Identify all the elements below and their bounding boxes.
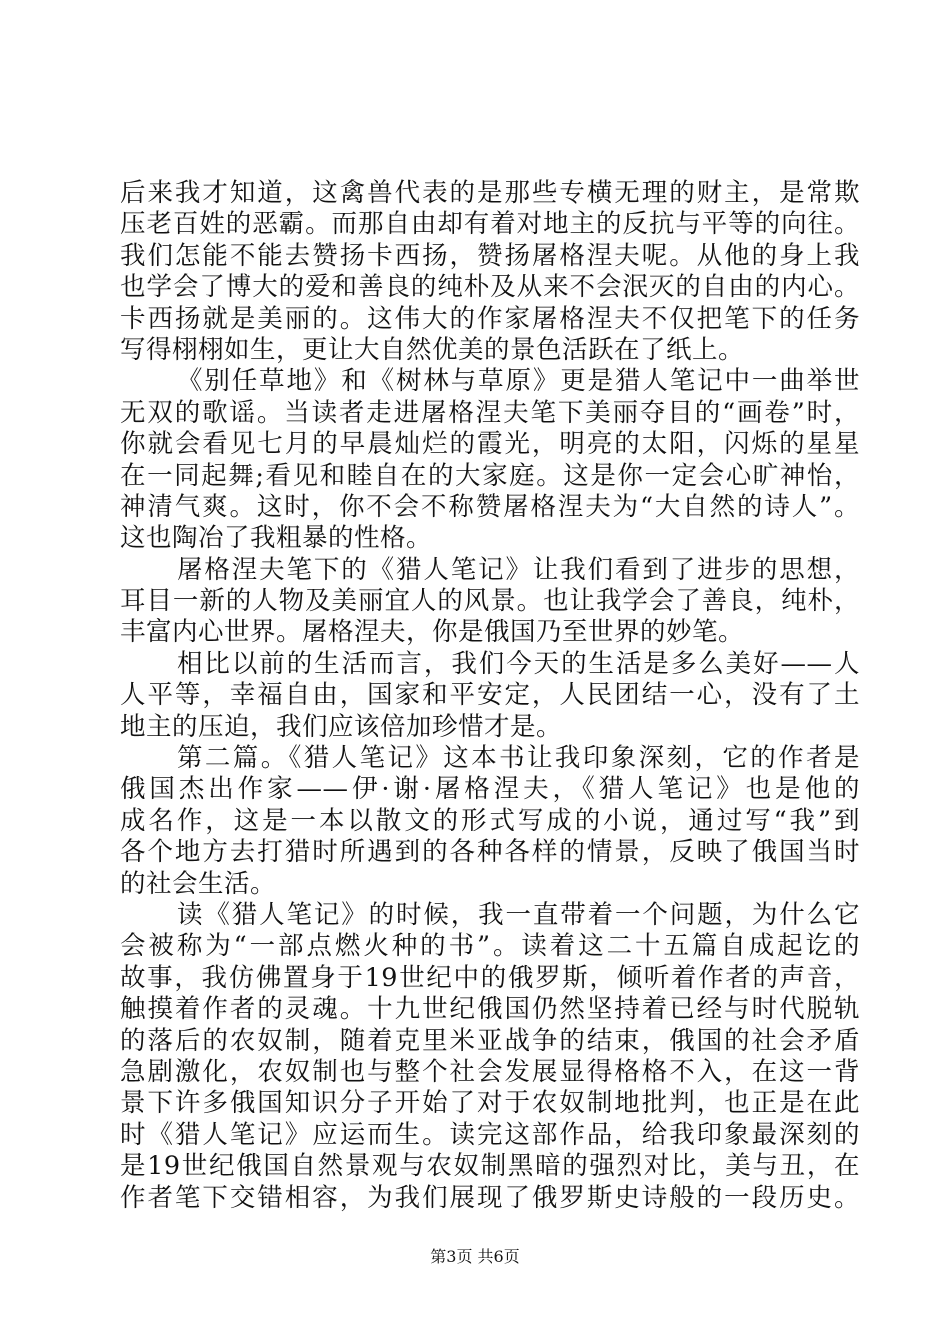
text-line: 神清气爽。这时，你不会不称赞屠格涅夫为“大自然的诗人”。 [120,491,860,522]
text-line: 会被称为“一部点燃火种的书”。读着这二十五篇自成起讫的 [120,931,860,962]
text-line: 的社会生活。 [120,868,277,899]
text-line: 耳目一新的人物及美丽宜人的风景。也让我学会了善良，纯朴， [120,586,860,617]
document-body [120,178,860,1214]
text-line: 也学会了博大的爱和善良的纯朴及从来不会泯灭的自由的内心。 [120,272,860,303]
text-line: 读《猎人笔记》的时候，我一直带着一个问题，为什么它 [177,899,860,930]
text-line: 各个地方去打猎时所遇到的各种各样的情景，反映了俄国当时 [120,837,860,868]
text-line: 成名作，这是一本以散文的形式写成的小说，通过写“我”到 [120,805,860,836]
text-line: 相比以前的生活而言，我们今天的生活是多么美好——人 [177,648,860,679]
text-line: 景下许多俄国知识分子开始了对于农奴制地批判，也正是在此 [120,1088,860,1119]
text-line: 地主的压迫，我们应该倍加珍惜才是。 [120,711,563,742]
text-line: 卡西扬就是美丽的。这伟大的作家屠格涅夫不仅把笔下的任务 [120,303,860,334]
text-line: 急剧激化，农奴制也与整个社会发展显得格格不入，在这一背 [120,1056,860,1087]
text-line: 作者笔下交错相容，为我们展现了俄罗斯史诗般的一段历史。 [120,1182,860,1213]
text-line: 触摸着作者的灵魂。十九世纪俄国仍然坚持着已经与时代脱轨 [120,994,860,1025]
text-line: 丰富内心世界。屠格涅夫，你是俄国乃至世界的妙笔。 [120,617,745,648]
text-line: 这也陶冶了我粗暴的性格。 [120,523,433,554]
text-line: 我们怎能不能去赞扬卡西扬，赞扬屠格涅夫呢。从他的身上我 [120,240,860,271]
text-line: 压老百姓的恶霸。而那自由却有着对地主的反抗与平等的向往。 [120,209,860,240]
text-line: 你就会看见七月的早晨灿烂的霞光，明亮的太阳，闪烁的星星 [120,429,860,460]
text-line: 后来我才知道，这禽兽代表的是那些专横无理的财主，是常欺 [120,178,860,208]
text-line: 的落后的农奴制，随着克里米亚战争的结束，俄国的社会矛盾 [120,1025,860,1056]
text-line: 人平等，幸福自由，国家和平安定，人民团结一心，没有了土 [120,680,860,711]
text-line: 第二篇。《猎人笔记》这本书让我印象深刻，它的作者是 [177,743,860,774]
text-line: 在一同起舞;看见和睦自在的大家庭。这是你一定会心旷神怡， [120,460,860,491]
text-line: 是19世纪俄国自然景观与农奴制黑暗的强烈对比，美与丑，在 [120,1151,860,1182]
text-line: 写得栩栩如生，更让大自然优美的景色活跃在了纸上。 [120,334,745,365]
page-number-footer: 第3页 共6页 [430,1247,520,1266]
text-line: 时《猎人笔记》应运而生。读完这部作品，给我印象最深刻的 [120,1119,860,1150]
text-line: 俄国杰出作家——伊·谢·屠格涅夫，《猎人笔记》也是他的 [120,774,860,805]
text-line: 故事，我仿佛置身于19世纪中的俄罗斯，倾听着作者的声音， [120,962,860,993]
text-line: 《别任草地》和《树林与草原》更是猎人笔记中一曲举世 [177,366,860,397]
text-line: 无双的歌谣。当读者走进屠格涅夫笔下美丽夺目的“画卷”时， [120,397,860,428]
text-line: 屠格涅夫笔下的《猎人笔记》让我们看到了进步的思想， [177,554,860,585]
